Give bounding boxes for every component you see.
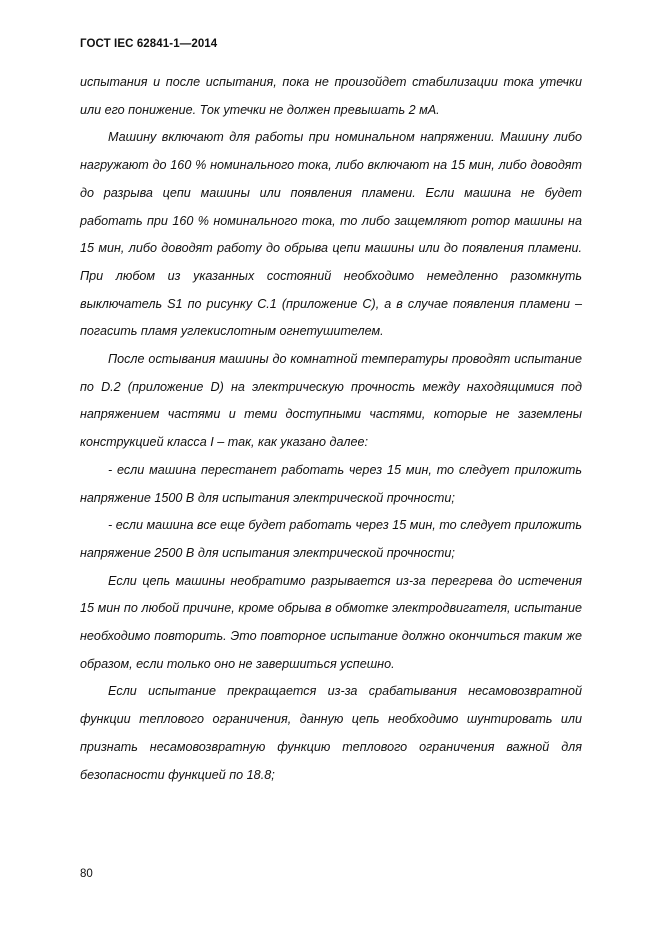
- paragraph-test-procedure: Машину включают для работы при номинальном напряжении. Машину либо нагружают до 160 % номинального тока, либо включают на 15 мин, либо доводят до разрыва цепи машины или появления пламени. Если машина не будет работать при 160 % номинального тока, то либо защемляют ротор машины на 15 мин, либо доводят работу до обрыва цепи машины или до появления пламени. При любом из указанных состояний необходимо немедленно разомкнуть выключатель S1 по рисунку С.1 (приложение С), а в случае появления пламени – погасить пламя углекислотным огнетушителем.: [80, 130, 582, 339]
- page-number: 80: [80, 868, 93, 880]
- document-header: ГОСТ IEC 62841-1—2014: [80, 38, 218, 50]
- paragraph-repeat-test: Если цепь машины необратимо разрывается из-за перегрева до истечения 15 мин по любой причине, кроме обрыва в обмотке электродвигателя, испытание необходимо повторить. Это повторное испытание должно окончиться таким же образом, если только оно не завершиться успешно.: [80, 573, 582, 671]
- paragraph-continuation: испытания и после испытания, пока не произойдет стабилизации тока утечки или его понижение. Ток утечки не должен превышать 2 мА.: [80, 75, 582, 117]
- list-item-2500v: - если машина все еще будет работать через 15 мин, то следует приложить напряжение 2500 В для испытания электрической прочности;: [80, 518, 582, 560]
- paragraph-dielectric-test: После остывания машины до комнатной температуры проводят испытание по D.2 (приложение D) на электрическую прочность между находящимися под напряжением частями и теми доступными частями, которые не заземлены конструкцией класса I – так, как указано далее:: [80, 352, 582, 450]
- document-body: [80, 69, 582, 789]
- list-item-1500v: - если машина перестанет работать через 15 мин, то следует приложить напряжение 1500 В для испытания электрической прочности;: [80, 462, 582, 505]
- paragraph-thermal-cutout: Если испытание прекращается из-за срабатывания несамовозвратной функции теплового ограничения, данную цепь необходимо шунтировать или признать несамовозвратную функцию теплового ограничения важной для безопасности функцией по 18.8;: [80, 684, 582, 782]
